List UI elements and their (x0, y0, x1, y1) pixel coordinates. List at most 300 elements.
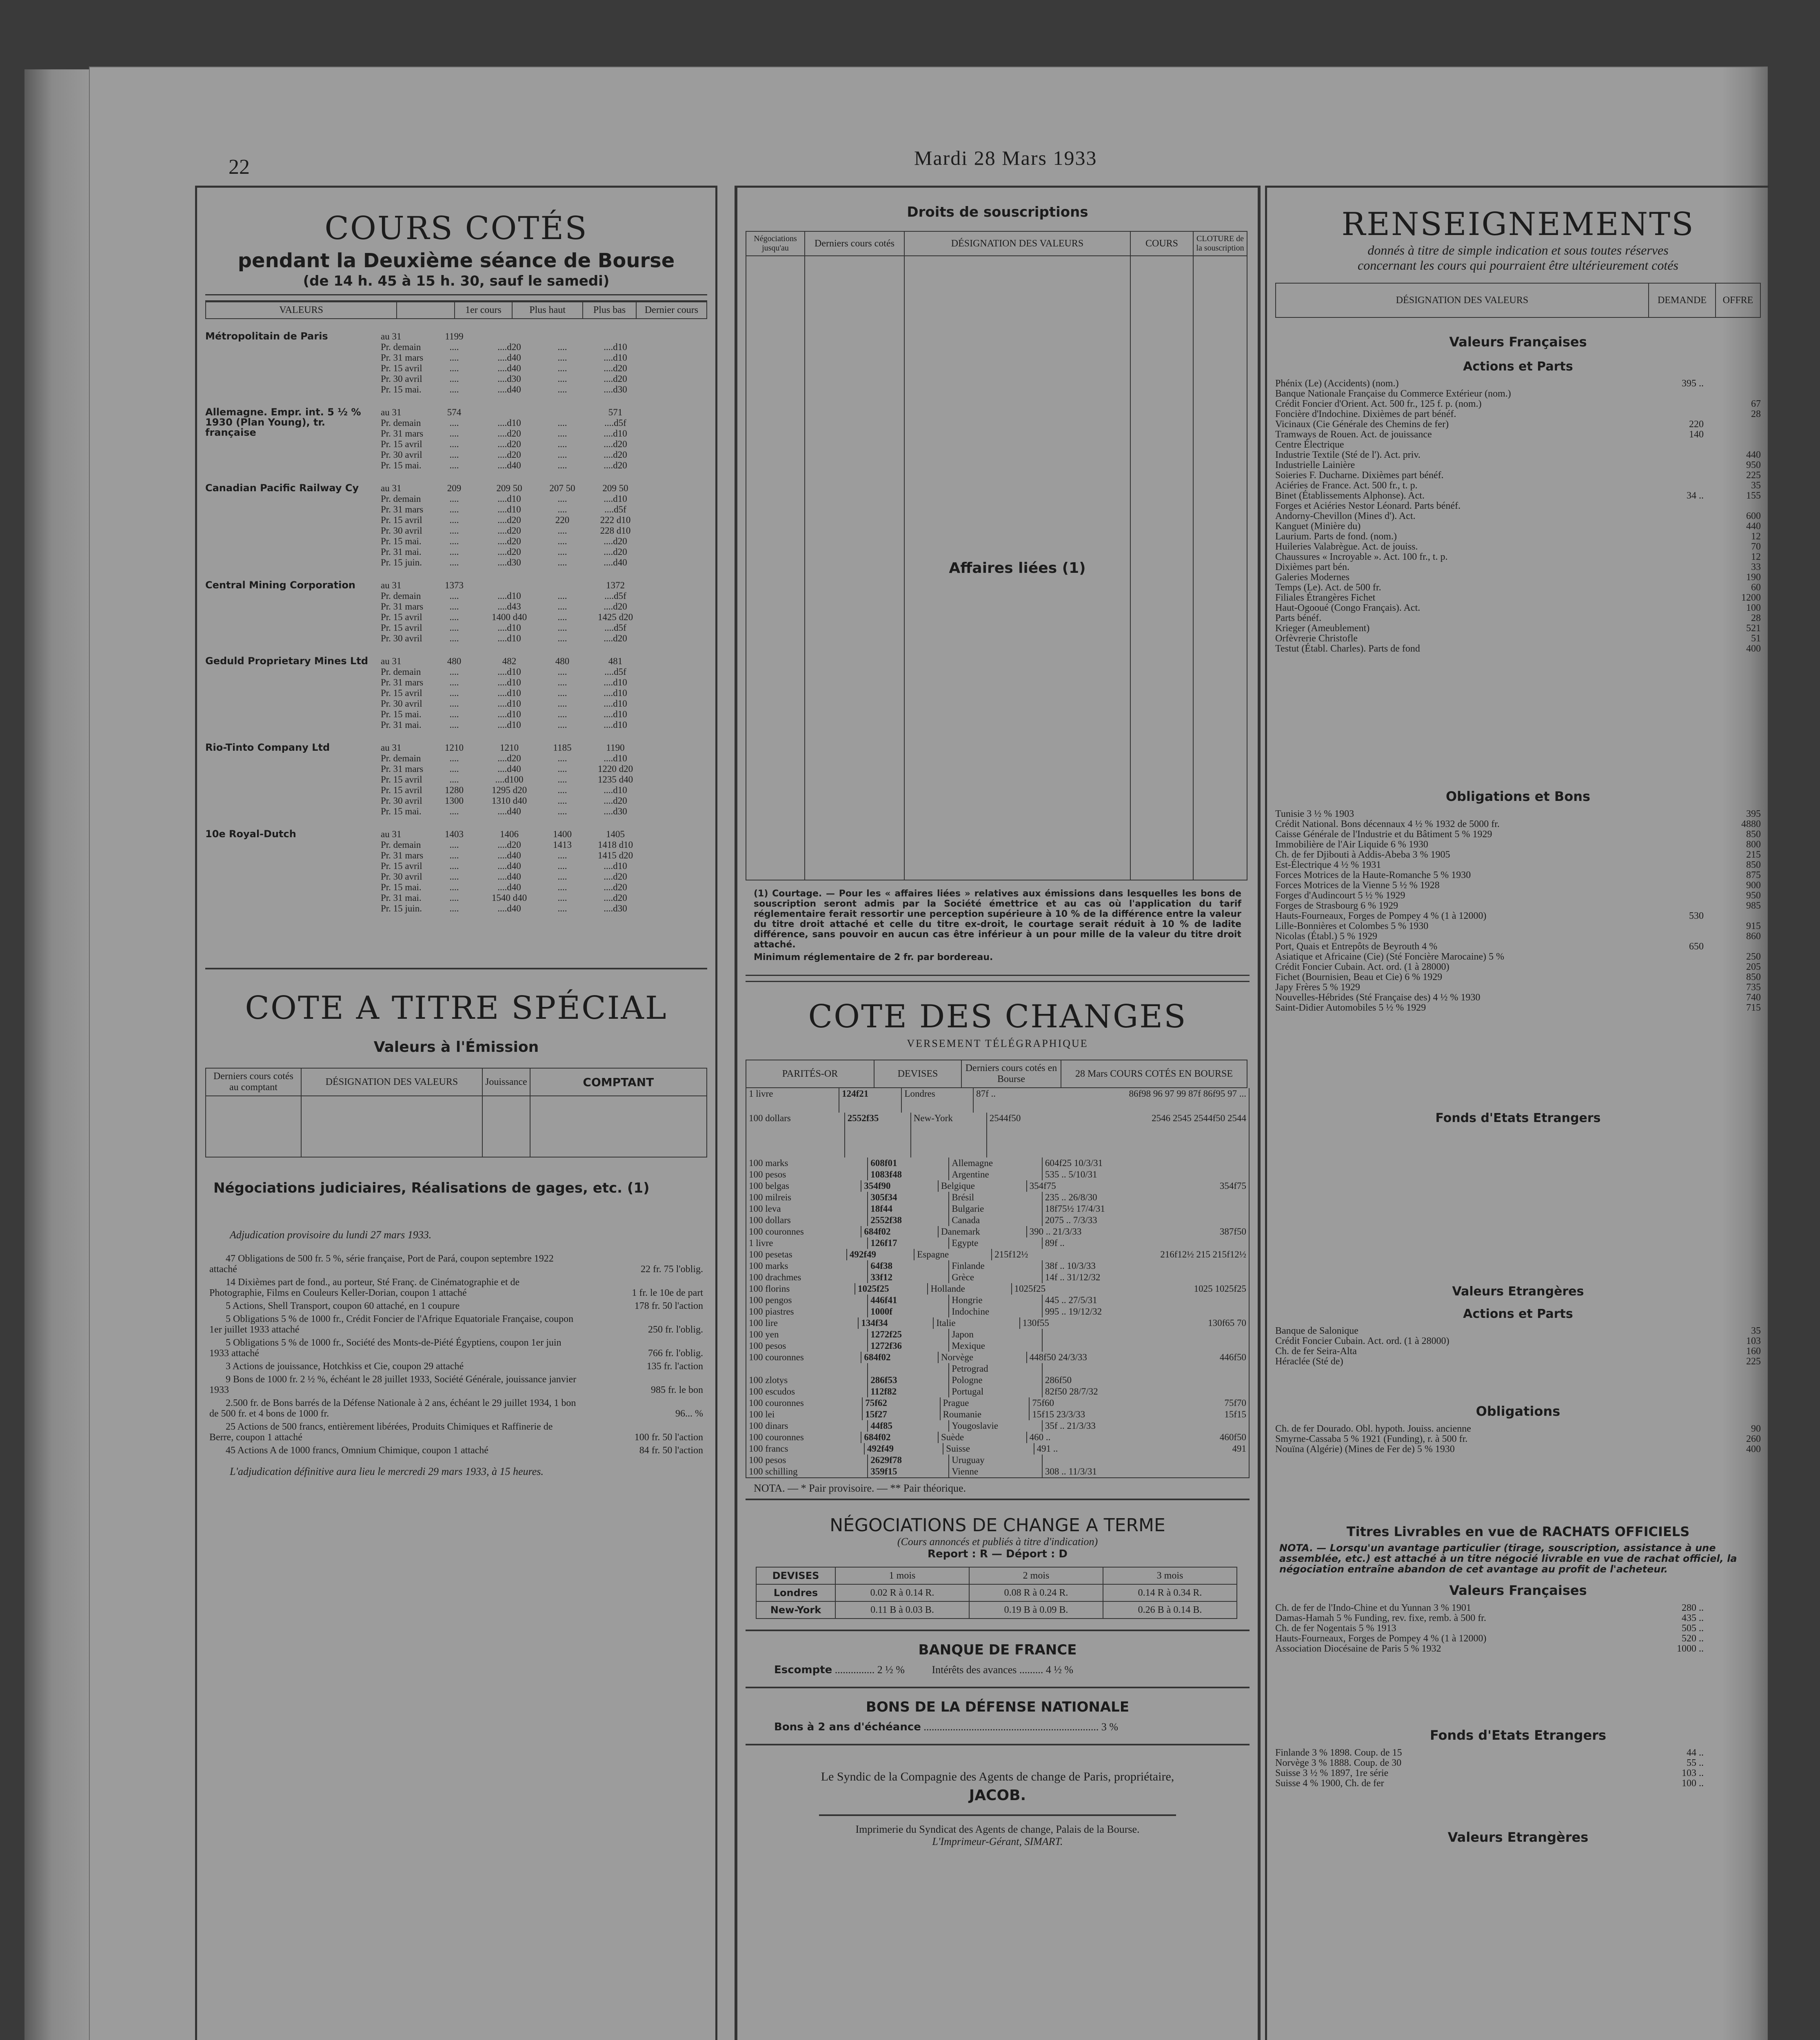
change-cell: Suède (939, 1432, 1027, 1443)
list-item (1275, 450, 1761, 460)
terme-title: NÉGOCIATIONS DE CHANGE A TERME (830, 1515, 1165, 1536)
change-cell (1244, 1420, 1249, 1432)
stock-cell: Pr. 30 avril (381, 698, 422, 709)
renseignements-header (1275, 283, 1761, 318)
item-name: Phénix (Le) (Accidents) (nom.) (1275, 378, 1399, 389)
stock-cell: Pr. 31 mai. (381, 893, 422, 903)
item-offre (1704, 430, 1761, 440)
change-cell: Allemagne (949, 1157, 1043, 1169)
stock-cell: ....d20 (604, 882, 627, 892)
cours-cotes-title: COURS COTÉS (324, 210, 588, 247)
stock-cell: 571 (608, 407, 623, 417)
stock-cell: 480 (447, 656, 462, 666)
item-name: Forges d'Audincourt 5 ½ % 1929 (1275, 890, 1405, 901)
list-item (1275, 880, 1761, 891)
stock-cell: Pr. 15 juin. (381, 557, 422, 568)
change-row (746, 1352, 1249, 1363)
change-cell: 86f98 96 97 99 87f 86f95 97 ... (1129, 1089, 1246, 1099)
heading-fonds-etrangers-2: Fonds d'Etats Etrangers (1429, 1727, 1607, 1743)
item-name: Saint-Didier Automobiles 5 ½ % 1929 (1275, 1002, 1426, 1013)
list-item (1275, 583, 1761, 593)
stock-cell: Pr. 15 avril (381, 439, 422, 449)
item-demande (1642, 952, 1704, 962)
stock-cell: Pr. 15 avril (381, 623, 422, 633)
item-name: Tunisie 3 ½ % 1903 (1275, 809, 1354, 819)
change-cell: 64f38 (868, 1260, 949, 1272)
col-negociations: Négociations jusqu'au (746, 231, 805, 256)
change-cell: 124f21 (839, 1088, 902, 1113)
item-offre: 740 (1746, 992, 1761, 1003)
change-row (746, 1180, 1249, 1192)
item-name: Soieries F. Ducharne. Dixièmes part bénéf. (1275, 470, 1444, 481)
item-demande: 280 .. (1682, 1603, 1704, 1613)
stock-cell: ....d20 (604, 374, 627, 384)
stock-cell: .... (557, 504, 567, 514)
item-name: Aciéries de France. Act. 500 fr., t. p. (1275, 480, 1418, 491)
divider (819, 1814, 1176, 1816)
lot-price: 766 fr. l'oblig. (648, 1348, 703, 1359)
item-name: Parts bénéf. (1275, 613, 1322, 623)
stock-cell: 1190 (606, 743, 625, 753)
stock-cell: au 31 (381, 656, 402, 666)
item-demande (1642, 809, 1704, 819)
item-offre: 70 (1751, 541, 1761, 552)
item-demande (1642, 644, 1704, 654)
cote-speciale-table (205, 1068, 707, 1157)
list-item (1275, 1424, 1761, 1434)
change-cell (1244, 1306, 1249, 1317)
list-obligations (1275, 809, 1761, 1013)
stock-cell: .... (557, 450, 567, 460)
list-item (1275, 501, 1761, 511)
stock-cell: 207 50 (549, 483, 575, 493)
stock-cell: .... (449, 698, 459, 709)
list-item (1275, 1603, 1761, 1613)
list-item (1275, 931, 1761, 942)
item-name: Crédit National. Bons décennaux 4 ½ % 1932 de 5000 fr. (1275, 819, 1500, 829)
list-item (1275, 870, 1761, 880)
stock-cell: ....d10 (604, 353, 627, 363)
change-cell (1244, 1329, 1249, 1340)
lot-row (209, 1361, 703, 1372)
change-cell: Grèce (949, 1272, 1043, 1283)
change-cell: Espagne (914, 1249, 992, 1260)
item-demande (1642, 572, 1704, 583)
item-offre: 850 (1746, 860, 1761, 870)
col-demande: DEMANDE (1649, 283, 1716, 317)
list-item (1275, 1357, 1761, 1367)
stock-cell: .... (557, 861, 567, 871)
stock-cell: .... (449, 460, 459, 470)
stock-cell: Pr. 31 mars (381, 353, 424, 363)
list-item (1275, 860, 1761, 870)
change-row (746, 1157, 1249, 1169)
change-cell: 18f44 (868, 1203, 949, 1215)
stock-cell: ....d10 (604, 753, 627, 763)
list-item (1275, 603, 1761, 613)
change-cell: Norvège (939, 1352, 1027, 1363)
stock-cell: Pr. 31 mars (381, 850, 424, 860)
stock-cell: .... (557, 557, 567, 568)
change-cell: 100 dinars (746, 1420, 868, 1432)
item-name: Filiales Étrangères Fichet (1275, 592, 1376, 603)
stock-cell: .... (449, 667, 459, 677)
stock-cell: ....d30 (604, 903, 627, 914)
negociations-title: Négociations judiciaires, Réalisations de gages, etc. (1) (213, 1180, 650, 1196)
change-cell: 100 drachmes (746, 1272, 868, 1283)
change-cell: 2552f35 (845, 1113, 911, 1157)
item-demande (1642, 460, 1704, 470)
change-cell: 130f55 (1022, 1318, 1049, 1328)
change-cell: Prague (941, 1397, 1030, 1409)
change-cell: 491 (1232, 1444, 1246, 1454)
stock-cell: .... (557, 623, 567, 633)
col-cloture: CLOTURE de la souscription (1193, 231, 1247, 256)
stock-cell: 1540 d40 (491, 893, 527, 903)
list-item (1275, 982, 1761, 993)
stock-cell: ....d10 (604, 785, 627, 795)
stock-cell: Pr. demain (381, 342, 421, 352)
change-cell: 448f50 24/3/33 (1029, 1352, 1087, 1362)
item-name: Nicolas (Établ.) 5 % 1929 (1275, 931, 1377, 942)
terme-table (756, 1567, 1237, 1619)
lot-text: 3 Actions de jouissance, Hotchkiss et Cie, coupon 29 attaché (226, 1361, 464, 1372)
change-cell (1043, 1329, 1244, 1340)
change-cell (1244, 1455, 1249, 1466)
change-cell: Hongrie (949, 1295, 1043, 1306)
escompte-label: Escompte (774, 1664, 832, 1676)
change-cell: 684f02 (861, 1352, 939, 1363)
bons-title: BONS DE LA DÉFENSE NATIONALE (866, 1699, 1130, 1715)
item-offre: 715 (1746, 1002, 1761, 1013)
stock-cell: .... (449, 612, 459, 622)
stock-cell: 1418 d10 (597, 840, 633, 850)
stock-cell: 1280 (445, 785, 464, 795)
stock-cell: .... (557, 796, 567, 806)
stock-cell: Pr. 15 juin. (381, 903, 422, 914)
stock-cell: 1235 d40 (597, 774, 633, 785)
stock-cell: .... (449, 342, 459, 352)
change-row (746, 1386, 1249, 1397)
stock-cell: ....d10 (604, 494, 627, 504)
stock-cell: .... (449, 720, 459, 730)
change-row (746, 1283, 1249, 1295)
item-name: Hauts-Fourneaux, Forges de Pompey 4 % (1 à 12000) (1275, 1633, 1487, 1644)
item-demande: 55 .. (1687, 1758, 1704, 1768)
stock-cell: Pr. 15 avril (381, 515, 422, 525)
stock-cell: Pr. 15 mai. (381, 384, 422, 395)
change-cell: Japon (949, 1329, 1043, 1340)
imprint-printer: Imprimerie du Syndicat des Agents de change, Palais de la Bourse. (855, 1823, 1140, 1835)
heading-ve-obligations: Obligations (1476, 1404, 1560, 1419)
item-demande (1642, 1003, 1704, 1013)
stock-cell: 1300 (445, 796, 464, 806)
stock-cell: 1413 (553, 840, 572, 850)
change-cell: 460 .. (1029, 1432, 1051, 1442)
list-item (1275, 809, 1761, 819)
list-item (1275, 532, 1761, 542)
col-cours: COURS (1130, 231, 1193, 256)
stock-cell: Pr. demain (381, 840, 421, 850)
list-item (1275, 901, 1761, 911)
stock-cell: ....d10 (497, 698, 521, 709)
terme-cell: 0.08 R à 0.24 R. (969, 1584, 1103, 1601)
item-name: Banque de Salonique (1275, 1326, 1358, 1336)
stock-cell: ....d10 (497, 591, 521, 601)
item-demande (1642, 389, 1704, 399)
stock-cell: 480 (555, 656, 570, 666)
item-name: Foncière d'Indochine. Dixièmes de part bénéf. (1275, 409, 1456, 419)
item-name: Ch. de fer de l'Indo-Chine et du Yunnan 3 % 1901 (1275, 1603, 1471, 1613)
change-cell: Portugal (949, 1386, 1043, 1397)
heading-valeurs-francaises-2: Valeurs Françaises (1449, 1583, 1587, 1598)
stock-cell: .... (449, 861, 459, 871)
change-cell: 100 belgas (746, 1180, 861, 1192)
stock-cell: 574 (447, 407, 462, 417)
item-name: Crédit Foncier d'Orient. Act. 500 fr., 125 f. p. (nom.) (1275, 399, 1482, 409)
change-cell: New-York (911, 1113, 987, 1157)
droits-minimum: Minimum réglementaire de 2 fr. par bordereau. (754, 952, 993, 962)
col-derniers-cours: Derniers cours cotés en Bourse (961, 1060, 1061, 1088)
item-name: Forces Motrices de la Vienne 5 ½ % 1928 (1275, 880, 1440, 891)
list-item (1275, 399, 1761, 409)
list-item (1275, 562, 1761, 572)
stock-cell: .... (557, 460, 567, 470)
lot-text: 25 Actions de 500 francs, entièrement libérées, Produits Chimiques et Raffinerie de Berre, coupon 1 attaché (209, 1421, 553, 1443)
item-demande: 140 (1689, 429, 1704, 440)
item-name: Banque Nationale Française du Commerce Extérieur (nom.) (1275, 388, 1511, 399)
list-item (1275, 521, 1761, 532)
stock-cell: .... (449, 504, 459, 514)
change-row (746, 1203, 1249, 1215)
stock-cell: ....d40 (497, 850, 521, 860)
stock-cell: ....d40 (497, 353, 521, 363)
stock-cell: Pr. 15 mai. (381, 709, 422, 719)
stock-cell: ....d40 (497, 460, 521, 470)
item-offre: 33 (1751, 562, 1761, 572)
stock-cell: 1185 (553, 743, 572, 753)
col-cours-cotes: 28 Mars COURS COTÉS EN BOURSE (1061, 1060, 1247, 1088)
stock-cell: .... (557, 667, 567, 677)
lot-price: 985 fr. le bon (651, 1385, 703, 1395)
list-item (1275, 993, 1761, 1003)
list-item (1275, 1634, 1761, 1644)
list-item (1275, 952, 1761, 962)
stock-cell: .... (449, 363, 459, 373)
page-number: 22 (229, 155, 250, 179)
list-item (1275, 613, 1761, 623)
item-offre: 28 (1751, 613, 1761, 623)
change-cell: 235 .. 26/8/30 (1045, 1192, 1097, 1202)
col-devises: DEVISES (874, 1060, 961, 1088)
item-offre: 850 (1746, 829, 1761, 840)
stock-cell: .... (557, 526, 567, 536)
list-item (1275, 593, 1761, 603)
lot-price: 135 fr. l'action (646, 1361, 703, 1372)
change-cell: 1272f36 (868, 1340, 949, 1352)
stock-cell: ....d30 (497, 374, 521, 384)
item-name: Kanguet (Minière du) (1275, 521, 1361, 532)
stock-cell: 1405 (606, 829, 625, 839)
stock-cell: ....d40 (497, 882, 521, 892)
item-offre (1704, 1613, 1761, 1623)
list-item (1275, 511, 1761, 521)
stock-cell: .... (449, 353, 459, 363)
stock-cell: ....d10 (497, 667, 521, 677)
change-cell (1244, 1237, 1249, 1249)
item-demande (1642, 891, 1704, 901)
stock-cell: .... (449, 764, 459, 774)
item-name: Chaussures « Incroyable ». Act. 100 fr., t. p. (1275, 552, 1448, 562)
changes-title: COTE DES CHANGES (808, 998, 1187, 1035)
stock-cell: 481 (608, 656, 623, 666)
stock-cell: 1400 d40 (491, 612, 527, 622)
stock-cell: ....d20 (497, 515, 521, 525)
item-offre: 400 (1746, 643, 1761, 654)
item-name: Japy Frères 5 % 1929 (1275, 982, 1360, 993)
item-offre: 440 (1746, 521, 1761, 532)
item-offre: 12 (1751, 531, 1761, 542)
negociations-closing: L'adjudication définitive aura lieu le mercredi 29 mars 1933, à 15 heures. (230, 1466, 544, 1477)
item-offre: 735 (1746, 982, 1761, 993)
stock-cell: 1372 (606, 580, 625, 590)
list-item (1275, 552, 1761, 562)
change-cell: 390 .. 21/3/33 (1029, 1226, 1082, 1237)
change-row (746, 1306, 1249, 1317)
item-offre: 215 (1746, 849, 1761, 860)
stock-cell: .... (449, 840, 459, 850)
change-cell: 33f12 (868, 1272, 949, 1283)
item-demande (1642, 511, 1704, 521)
item-offre: 800 (1746, 839, 1761, 850)
item-demande: 505 .. (1682, 1623, 1704, 1634)
stock-cell: .... (557, 428, 567, 439)
stock-cell: ....d20 (497, 439, 521, 449)
list-item (1275, 491, 1761, 501)
change-cell: 354f75 (1219, 1181, 1246, 1191)
change-cell: 100 lire (746, 1317, 859, 1329)
change-cell: 608f01 (868, 1157, 949, 1169)
change-cell: Mexique (949, 1340, 1043, 1352)
item-demande: 520 .. (1682, 1633, 1704, 1644)
list-item (1275, 1613, 1761, 1623)
item-offre: 950 (1746, 890, 1761, 901)
stock-cell: Pr. 31 mars (381, 504, 424, 514)
stock-cell: ....d30 (604, 384, 627, 395)
item-offre: 90 (1751, 1424, 1761, 1434)
column-droits-changes (735, 186, 1261, 2040)
item-demande (1642, 409, 1704, 419)
list-item (1275, 1444, 1761, 1455)
item-offre: 190 (1746, 572, 1761, 583)
item-offre: 160 (1746, 1346, 1761, 1357)
stock-cell: ....d5f (604, 623, 626, 633)
item-demande: 220 (1689, 419, 1704, 430)
heading-ve-actions: Actions et Parts (1463, 1307, 1573, 1321)
lot-price: 84 fr. 50 l'action (639, 1445, 703, 1456)
change-cell: 2075 .. 7/3/33 (1045, 1215, 1097, 1225)
change-cell: Belgique (939, 1180, 1027, 1192)
droits-table (746, 231, 1247, 880)
stock-cell: ....d20 (497, 342, 521, 352)
heading-titres-livrables: Titres Livrables en vue de RACHATS OFFICIELS (1346, 1524, 1690, 1539)
stock-cell: Pr. 31 mars (381, 677, 424, 687)
imprint-syndic: Le Syndic de la Compagnie des Agents de change de Paris, propriétaire, (821, 1770, 1174, 1783)
change-cell: 44f85 (868, 1420, 949, 1432)
stock-cell: au 31 (381, 743, 402, 753)
change-cell (1244, 1157, 1249, 1169)
list-ve-obligations (1275, 1424, 1761, 1455)
lot-price: 96... % (675, 1408, 703, 1419)
list-item (1275, 440, 1761, 450)
change-cell: 82f50 28/7/32 (1045, 1386, 1098, 1397)
item-name: Forces Motrices de la Haute-Romanche 5 % 1930 (1275, 870, 1471, 880)
item-name: Galeries Modernes (1275, 572, 1349, 583)
item-offre: 100 (1746, 603, 1761, 613)
stock-cell: 482 (502, 656, 517, 666)
item-name: Industrielle Lainière (1275, 460, 1355, 470)
stock-cell: au 31 (381, 580, 402, 590)
item-demande (1642, 1444, 1704, 1455)
list-item (1275, 1346, 1761, 1357)
change-cell: 100 pesos (746, 1340, 868, 1352)
stock-cell: .... (557, 882, 567, 892)
col-1er-cours: 1er cours (455, 302, 512, 319)
item-name: Industrie Textile (Sté de l'). Act. priv. (1275, 450, 1420, 460)
stock-cell: .... (557, 753, 567, 763)
lot-price: 250 fr. l'oblig. (648, 1324, 703, 1335)
change-cell: 130f65 70 (1208, 1318, 1247, 1328)
item-demande (1642, 593, 1704, 603)
item-name: Ch. de fer Djibouti à Addis-Abeba 3 % 1905 (1275, 849, 1450, 860)
stock-cell: ....d10 (497, 720, 521, 730)
cours-cotes-hours: (de 14 h. 45 à 15 h. 30, sauf le samedi) (303, 273, 610, 289)
changes-note: NOTA. — * Pair provisoire. — ** Pair théorique. (754, 1482, 966, 1494)
banque-title: BANQUE DE FRANCE (918, 1642, 1077, 1658)
change-cell: 2544f50 (989, 1113, 1021, 1123)
change-cell: 15f27 (863, 1409, 940, 1420)
stock-cell: Pr. 15 avril (381, 785, 422, 795)
changes-header (746, 1060, 1247, 1088)
item-demande (1642, 501, 1704, 511)
stock-cell: Pr. 15 mai. (381, 536, 422, 546)
item-name: Est-Électrique 4 ½ % 1931 (1275, 860, 1381, 870)
item-name: Orfèvrerie Christofle (1275, 633, 1358, 644)
item-name: Testut (Établ. Charles). Parts de fond (1275, 643, 1420, 654)
divider (746, 975, 1250, 982)
item-offre: 103 (1746, 1336, 1761, 1346)
item-name: Crédit Foncier Cubain. Act. ord. (1 à 28000) (1275, 962, 1449, 972)
change-cell: 535 .. 5/10/31 (1045, 1169, 1097, 1180)
lot-text: 2.500 fr. de Bons barrés de la Défense Nationale à 2 ans, échéant le 29 juillet 1934, 1 bon de 500 fr. et 4 bons de 1000 fr. (209, 1398, 576, 1419)
stock-cell: 209 50 (496, 483, 522, 493)
stock-cell: .... (449, 677, 459, 687)
stock-cell: ....d10 (497, 494, 521, 504)
lot-row (209, 1253, 703, 1275)
change-cell: 1025f25 (1014, 1284, 1046, 1294)
stock-cell: Pr. 15 avril (381, 612, 422, 622)
stock-cell: ....d20 (604, 633, 627, 643)
renseignements-subtitle-2: concernant les cours qui pourraient être ultérieurement cotés (1358, 258, 1678, 273)
change-row (746, 1088, 1249, 1113)
change-cell: 100 marks (746, 1260, 868, 1272)
item-offre (1704, 1758, 1761, 1768)
change-cell: Suisse (943, 1443, 1034, 1455)
terme-row-label: New-York (756, 1601, 835, 1619)
lot-text: 5 Obligations 5 % de 1000 fr., Société des Monts-de-Piété Égyptiens, coupon 1er juin 1933 attaché (209, 1337, 562, 1359)
stock-cell: ....d20 (604, 439, 627, 449)
change-cell: 38f .. 10/3/33 (1045, 1261, 1096, 1271)
